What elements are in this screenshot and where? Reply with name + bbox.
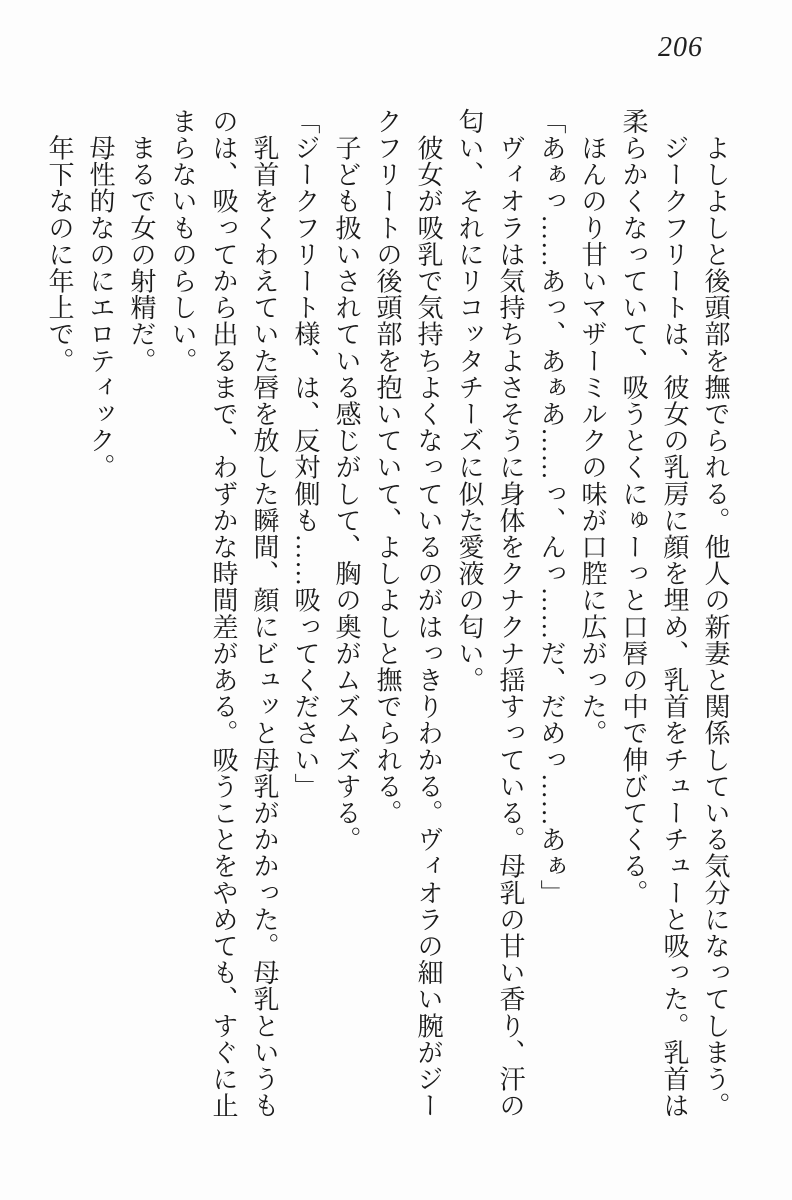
text-line: 「あぁっ……あっ、あぁあ……っ、んっ……だ、だめっ……あぁ」 bbox=[537, 108, 566, 906]
text-line: よしよしと後頭部を撫でられる。他人の新妻と関係している気分になってしまう。 bbox=[701, 108, 730, 1119]
text-line: 年下なのに年上で。 bbox=[45, 108, 74, 374]
page-number: 206 bbox=[658, 32, 703, 63]
text-line: のは、吸ってから出るまで、わずかな時間差がある。吸うことをやめても、すぐに止 bbox=[209, 108, 238, 1119]
text-line: まるで女の射精だ。 bbox=[127, 108, 156, 374]
text-line: 柔らかくなっていて、吸うとくにゅーっと口唇の中で伸びてくる。 bbox=[619, 108, 648, 906]
text-line: ヴィオラは気持ちよさそうに身体をクナクナ揺すっている。母乳の甘い香り、汗の bbox=[496, 108, 525, 1119]
text-line: 「ジークフリート様、は、反対側も……吸ってください」 bbox=[291, 108, 320, 800]
vertical-text-block bbox=[39, 108, 736, 1126]
text-line: ジークフリートは、彼女の乳房に顔を埋め、乳首をチューチューと吸った。乳首は bbox=[660, 108, 689, 1119]
text-line: まらないものらしい。 bbox=[168, 108, 197, 374]
text-line: 乳首をくわえていた唇を放した瞬間、顔にビュッと母乳がかかった。母乳というも bbox=[250, 108, 279, 1119]
text-line: 子ども扱いされている感じがして、胸の奥がムズムズする。 bbox=[332, 108, 361, 853]
text-line: 母性的なのにエロティック。 bbox=[86, 108, 115, 481]
text-line: 匂い、それにリコッタチーズに似た愛液の匂い。 bbox=[455, 108, 484, 694]
text-line: ほんのり甘いマザーミルクの味が口腔に広がった。 bbox=[578, 108, 607, 747]
text-line: 彼女が吸乳で気持ちよくなっているのがはっきりわかる。ヴィオラの細い腕がジー bbox=[414, 108, 443, 1119]
text-line: クフリートの後頭部を抱いていて、よしよしと撫でられる。 bbox=[373, 108, 402, 827]
